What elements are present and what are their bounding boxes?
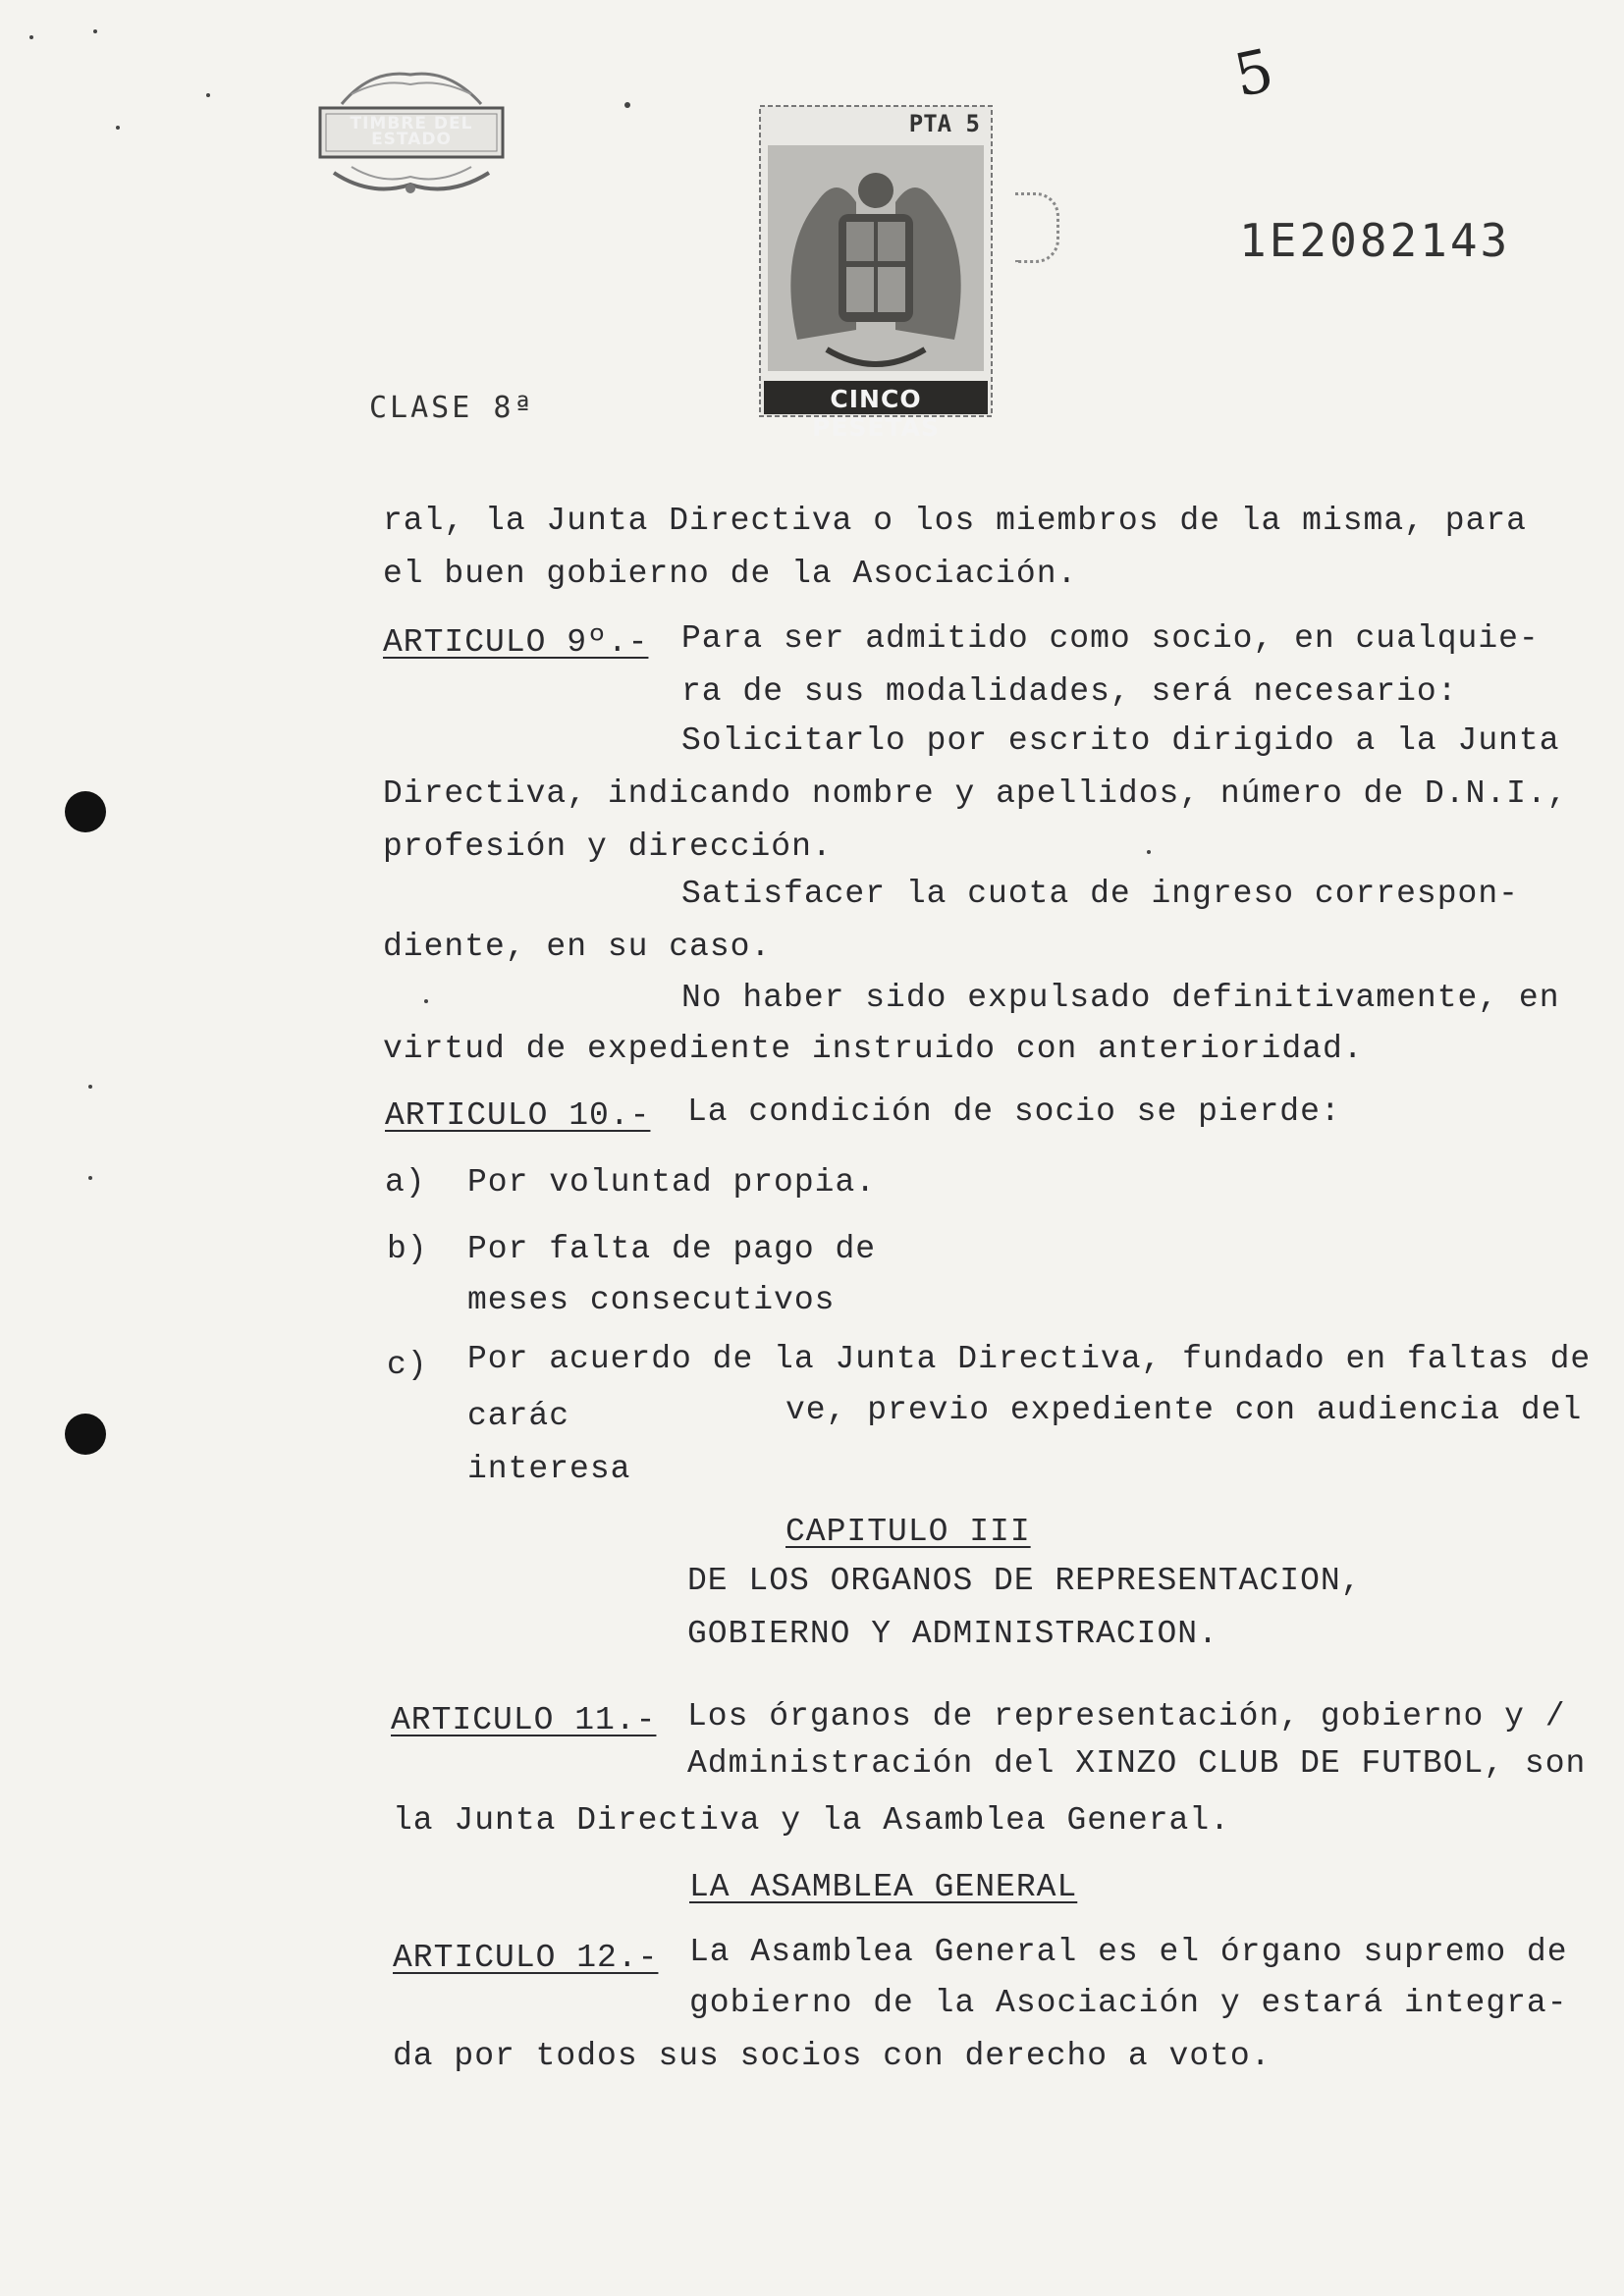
text-line: ve, previo expediente con audiencia del: [785, 1392, 1583, 1428]
handwritten-page-number: 5: [1228, 35, 1280, 112]
text-line: la Junta Directiva y la Asamblea General.: [393, 1802, 1230, 1839]
text-line: diente, en su caso.: [383, 929, 772, 965]
text-line: Administración del XINZO CLUB DE FUTBOL, son: [687, 1745, 1587, 1782]
list-marker-b: b): [387, 1231, 428, 1267]
article-12-heading: ARTICULO 12.-: [393, 1940, 659, 1976]
text-line: profesión y dirección.: [383, 828, 833, 865]
text-line: carác: [467, 1398, 570, 1434]
text-line: ral, la Junta Directiva o los miembros de la misma, para: [383, 503, 1527, 539]
faint-stamp-mark: [1015, 192, 1059, 263]
text-line: Solicitarlo por escrito dirigido a la Junta: [681, 722, 1560, 759]
asamblea-heading: LA ASAMBLEA GENERAL: [689, 1869, 1078, 1905]
stamp-value: PTA 5: [908, 110, 980, 137]
text-line: Por falta de pago de: [467, 1231, 877, 1267]
text-line: Por acuerdo de la Junta Directiva, fundado en faltas de: [467, 1341, 1592, 1377]
paper-speck: [93, 29, 97, 33]
embossed-emblem: [312, 65, 511, 202]
paper-speck: [29, 35, 33, 39]
text-line: Los órganos de representación, gobierno y /: [687, 1698, 1566, 1735]
article-10-heading: ARTICULO 10.-: [385, 1097, 651, 1134]
text-line: meses consecutivos: [467, 1282, 836, 1318]
text-line: ra de sus modalidades, será necesario:: [681, 673, 1458, 710]
text-line: Para ser admitido como socio, en cualquie-: [681, 620, 1540, 657]
chapter-3-heading: CAPITULO III: [785, 1514, 1031, 1550]
paper-speck: [424, 999, 428, 1003]
list-marker-a: a): [385, 1164, 426, 1201]
tax-stamp: [758, 104, 994, 442]
text-line: virtud de expediente instruido con anterioridad.: [383, 1031, 1364, 1067]
article-9-heading: ARTICULO 9º.-: [383, 624, 649, 661]
text-line: gobierno de la Asociación y estará integra-: [689, 1985, 1568, 2021]
stamp-legend: CINCO PESETAS: [812, 385, 940, 442]
paper-speck: [1147, 850, 1151, 854]
text-line: interesa: [467, 1451, 631, 1487]
text-line: GOBIERNO Y ADMINISTRACION.: [687, 1616, 1218, 1652]
paper-speck: [88, 1085, 92, 1089]
list-marker-c: c): [387, 1347, 428, 1383]
paper-speck: [88, 1176, 92, 1180]
text-line: DE LOS ORGANOS DE REPRESENTACION,: [687, 1563, 1362, 1599]
punch-hole-bottom: [65, 1414, 106, 1455]
punch-hole-top: [65, 791, 106, 832]
text-line: Directiva, indicando nombre y apellidos, número de D.N.I.,: [383, 775, 1568, 812]
text-line: No haber sido expulsado definitivamente, en: [681, 980, 1560, 1016]
text-line: el buen gobierno de la Asociación.: [383, 556, 1078, 592]
text-line: da por todos sus socios con derecho a voto.: [393, 2038, 1272, 2074]
emblem-label: TIMBRE DEL ESTADO: [350, 114, 473, 149]
text-line: La condición de socio se pierde:: [687, 1094, 1341, 1130]
paper-speck: [206, 93, 210, 97]
serial-number: 1E2082143: [1239, 214, 1511, 267]
text-line: Por voluntad propia.: [467, 1164, 877, 1201]
paper-speck: [116, 126, 120, 130]
clase-label: CLASE 8ª: [369, 391, 535, 425]
text-line: Satisfacer la cuota de ingreso correspon-: [681, 876, 1519, 912]
text-line: La Asamblea General es el órgano supremo de: [689, 1934, 1568, 1970]
coat-of-arms-icon: [758, 104, 994, 418]
paper-speck: [624, 102, 630, 108]
article-11-heading: ARTICULO 11.-: [391, 1702, 657, 1738]
